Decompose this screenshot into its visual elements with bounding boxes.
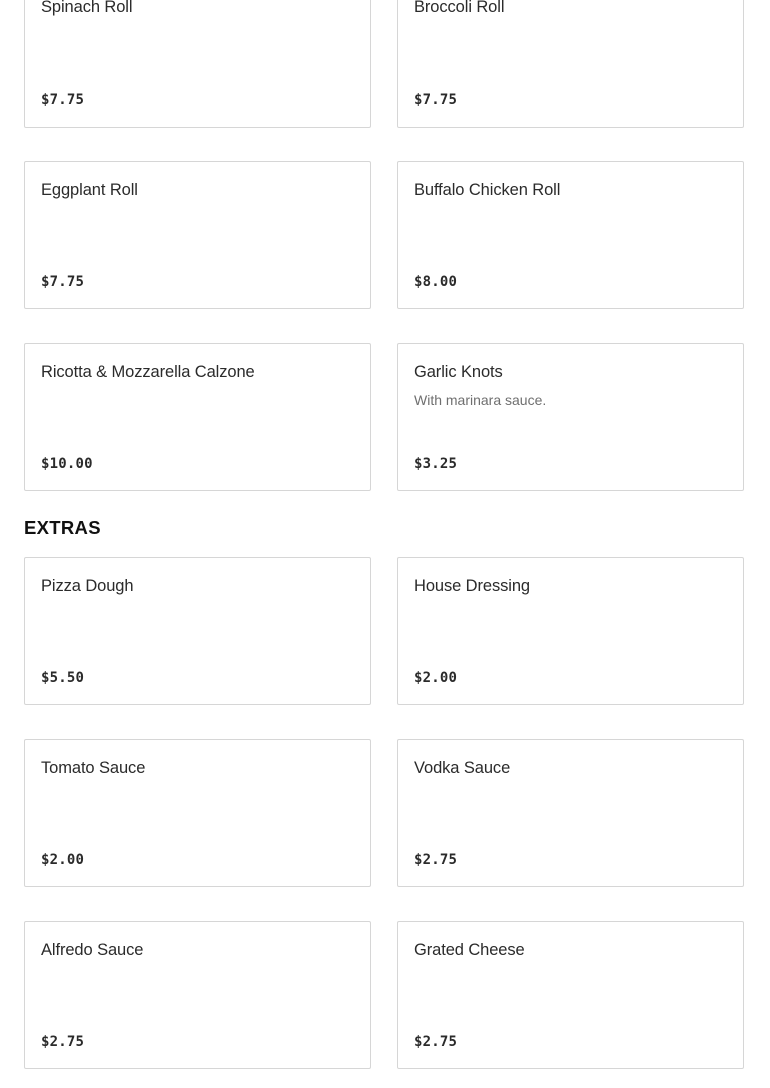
menu-item-name: House Dressing	[414, 577, 530, 595]
menu-item-price: $8.00	[414, 274, 458, 290]
menu-item-card[interactable]	[24, 739, 371, 887]
menu-item-name: Buffalo Chicken Roll	[414, 181, 561, 199]
menu-item-price: $2.00	[41, 852, 85, 868]
menu-item-name: Spinach Roll	[41, 0, 133, 16]
menu-item-name: Tomato Sauce	[41, 759, 146, 777]
menu-item-card[interactable]	[397, 557, 744, 705]
menu-item-card[interactable]	[397, 739, 744, 887]
menu-item-price: $2.75	[414, 852, 458, 868]
menu-item-name: Alfredo Sauce	[41, 941, 144, 959]
menu-item-name: Ricotta & Mozzarella Calzone	[41, 363, 255, 381]
menu-item-price: $7.75	[414, 92, 458, 108]
menu-item-price: $2.75	[414, 1034, 458, 1050]
section-title-extras: EXTRAS	[24, 517, 101, 538]
menu-item-card[interactable]	[397, 161, 744, 309]
menu-item-name: Grated Cheese	[414, 941, 525, 959]
menu-item-card[interactable]	[24, 0, 371, 128]
menu-item-card[interactable]	[24, 557, 371, 705]
menu-item-price: $10.00	[41, 456, 93, 472]
menu-item-price: $5.50	[41, 670, 85, 686]
menu-item-card[interactable]	[397, 0, 744, 128]
menu-item-price: $3.25	[414, 456, 458, 472]
menu-item-name: Broccoli Roll	[414, 0, 505, 16]
menu-item-price: $2.00	[414, 670, 458, 686]
menu-item-price: $2.75	[41, 1034, 85, 1050]
menu-item-name: Pizza Dough	[41, 577, 134, 595]
menu-item-card[interactable]	[397, 343, 744, 491]
menu-item-name: Eggplant Roll	[41, 181, 138, 199]
menu-item-price: $7.75	[41, 92, 85, 108]
menu-item-price: $7.75	[41, 274, 85, 290]
menu-item-card[interactable]	[24, 343, 371, 491]
menu-item-description: With marinara sauce.	[414, 392, 547, 408]
menu-item-card[interactable]	[24, 161, 371, 309]
menu-item-name: Vodka Sauce	[414, 759, 511, 777]
menu-item-card[interactable]	[24, 921, 371, 1069]
menu-item-name: Garlic Knots	[414, 363, 503, 381]
menu-item-card[interactable]	[397, 921, 744, 1069]
